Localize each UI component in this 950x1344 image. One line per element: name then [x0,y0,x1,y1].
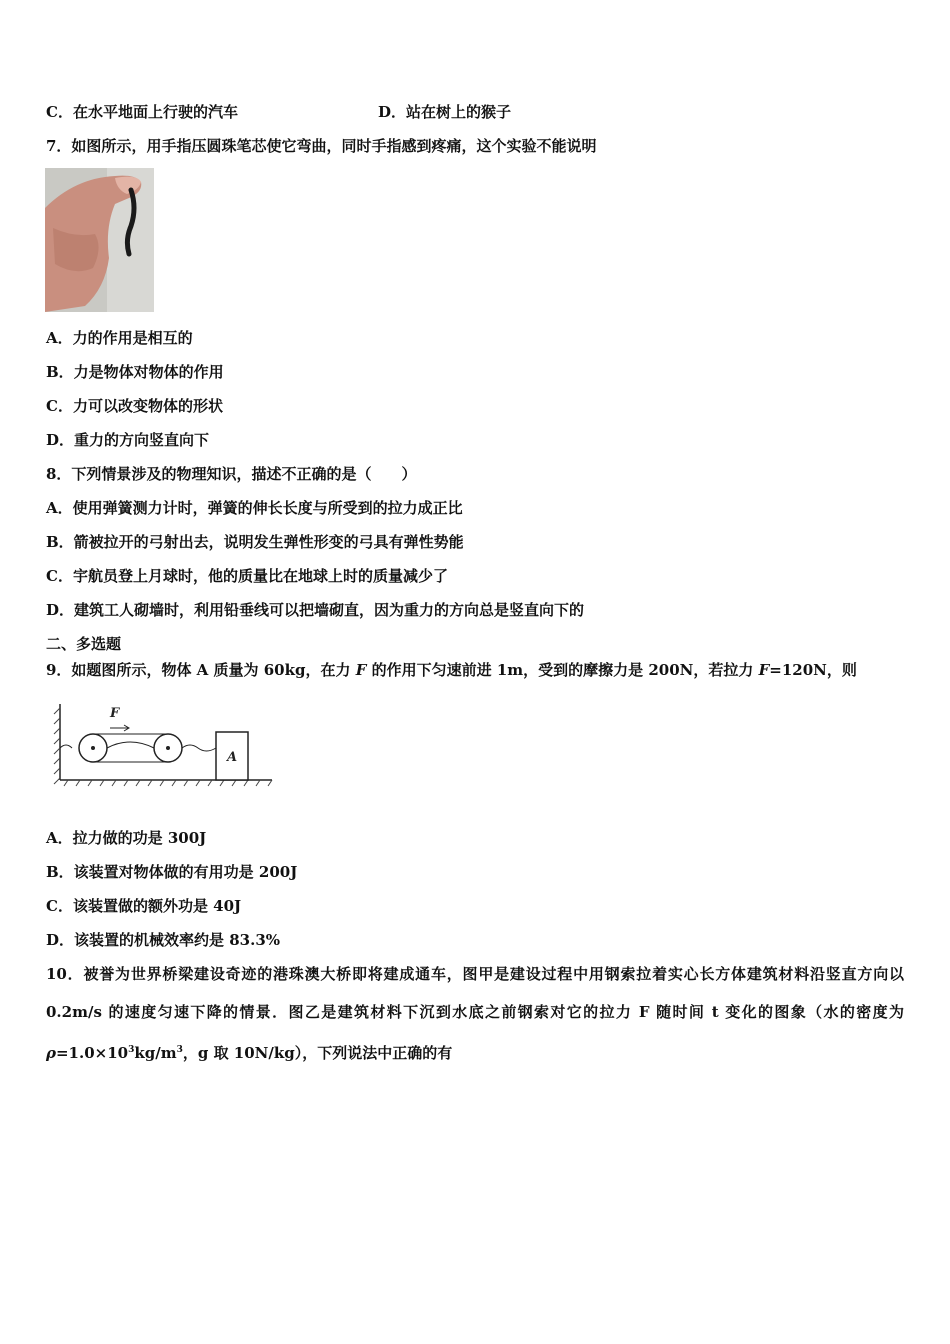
q6-option-c: C．在水平地面上行驶的汽车 [46,103,238,121]
block-label-a: A [227,750,238,765]
q8-stem: 8．下列情景涉及的物理知识，描述不正确的是（ ） [46,465,417,483]
finger-pressing-pen-refill-photo [45,168,154,312]
force-label-f: F [110,706,120,721]
q7-option-b: B．力是物体对物体的作用 [46,363,224,381]
section-heading-multiple-choice: 二、多选题 [46,635,122,653]
q7-option-d: D．重力的方向竖直向下 [46,431,210,449]
q9-stem: 9．如题图所示，物体 A 质量为 60kg，在力 F 的作用下匀速前进 1m，受到的摩擦力是 200N，若拉力 F=120N，则 [46,661,857,679]
q7-option-a: A．力的作用是相互的 [46,329,193,347]
q9-option-c: C．该装置做的额外功是 40J [46,897,242,915]
q8-option-d: D．建筑工人砌墙时，利用铅垂线可以把墙砌直，因为重力的方向总是竖直向下的 [46,601,585,619]
pulley-system-diagram [50,700,274,788]
q8-option-c: C．宇航员登上月球时，他的质量比在地球上时的质量减少了 [46,567,448,585]
q6-option-d: D．站在树上的猴子 [378,103,512,121]
q7-stem: 7．如图所示，用手指压圆珠笔芯使它弯曲，同时手指感到疼痛，这个实验不能说明 [46,137,597,155]
q9-option-a: A．拉力做的功是 300J [46,829,207,847]
q7-option-c: C．力可以改变物体的形状 [46,397,223,415]
q9-option-d: D．该装置的机械效率约是 83.3% [46,931,281,949]
q8-option-a: A．使用弹簧测力计时，弹簧的伸长长度与所受到的拉力成正比 [46,499,463,517]
q8-option-b: B．箭被拉开的弓射出去，说明发生弹性形变的弓具有弹性势能 [46,533,464,551]
q9-option-b: B．该装置对物体做的有用功是 200J [46,863,298,881]
q10-stem: 10．被誉为世界桥梁建设奇迹的港珠澳大桥即将建成通车，图甲是建设过程中用钢索拉着实心长方体建筑材料沿竖直方向以 0.2m/s 的速度匀速下降的情景．图乙是建筑材料下沉到水底之前钢索对它的拉力 F 随时间 t 变化的图象（水的密度为 $\rho=1.0\times 10^3kg/m^3$，g 取 10N/kg），下列说法中正确的有 [46,965,904,1062]
